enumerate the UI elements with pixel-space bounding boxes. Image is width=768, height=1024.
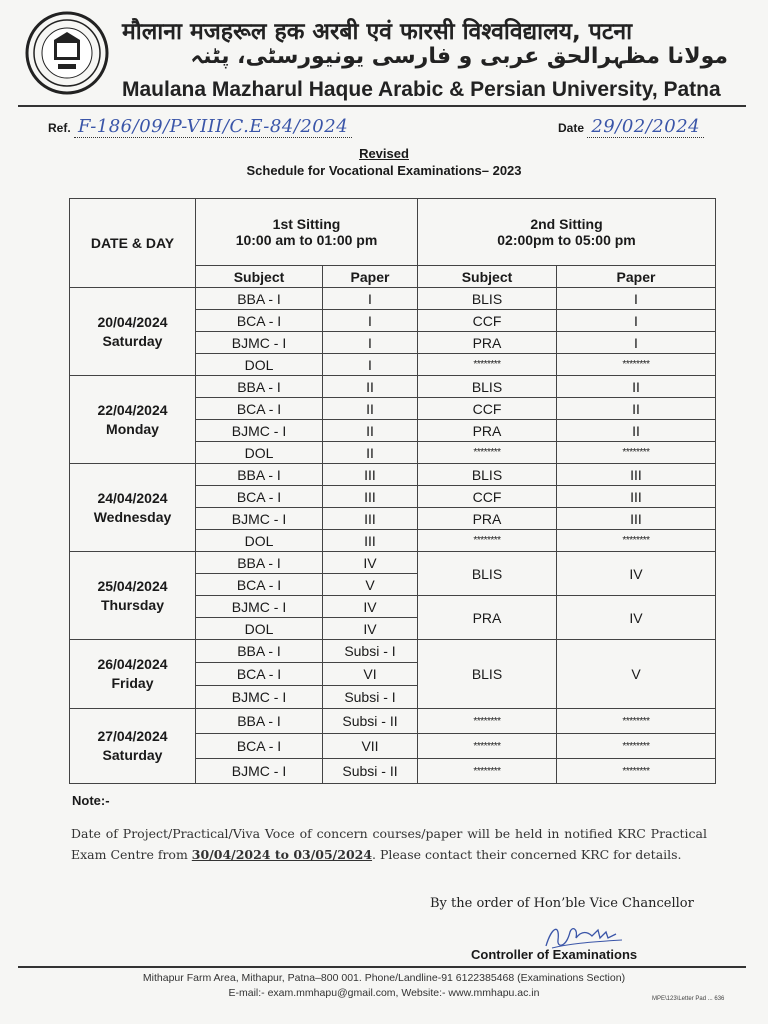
subject-cell: BBA - I <box>196 464 323 486</box>
note-dates: 30/04/2024 to 03/05/2024 <box>191 847 373 862</box>
subject-cell: CCF <box>418 310 557 332</box>
second-sitting-title: 2nd Sitting <box>530 216 603 232</box>
subject-cell: PRA <box>418 596 557 640</box>
schedule-title: Schedule for Vocational Examinations– 2023 <box>246 163 522 178</box>
subject-cell: PRA <box>418 508 557 530</box>
subject-cell: BJMC - I <box>196 596 323 618</box>
university-name-hindi: मौलाना मजहरूल हक अरबी एवं फारसी विश्वविद्यालय, पटना <box>122 19 633 45</box>
paper-cell: VII <box>323 734 418 759</box>
subject-cell: BJMC - I <box>196 686 323 709</box>
schedule-row <box>70 288 716 310</box>
footer-rule <box>18 966 746 968</box>
subject-cell: DOL <box>196 354 323 376</box>
university-name-english: Maulana Mazharul Haque Arabic & Persian University, Patna <box>122 78 721 101</box>
sitting-header-row <box>70 199 716 266</box>
paper-cell: ******** <box>557 530 716 552</box>
subject-cell: CCF <box>418 486 557 508</box>
subject-cell: ******** <box>418 709 557 734</box>
second-sitting-time: 02:00pm to 05:00 pm <box>497 232 636 248</box>
date-day-cell <box>70 709 196 784</box>
subject-cell: ******** <box>418 530 557 552</box>
subject-cell: PRA <box>418 332 557 354</box>
subject-cell: BBA - I <box>196 376 323 398</box>
exam-date: 25/04/2024 <box>97 577 168 594</box>
subject-cell: BLIS <box>418 464 557 486</box>
subject-header: Subject <box>418 266 557 288</box>
exam-date: 20/04/2024 <box>97 313 168 330</box>
subject-cell: BBA - I <box>196 288 323 310</box>
exam-date: 27/04/2024 <box>97 728 168 744</box>
subject-cell: BBA - I <box>196 640 323 663</box>
order-line: By the order of Hon’ble Vice Chancellor <box>430 896 694 911</box>
paper-cell: III <box>557 486 716 508</box>
paper-cell: ******** <box>557 354 716 376</box>
date-value: 29/02/2024 <box>587 116 704 138</box>
first-sitting-title: 1st Sitting <box>272 216 341 232</box>
subject-cell: CCF <box>418 398 557 420</box>
subject-cell: BBA - I <box>196 709 323 734</box>
subject-cell: BCA - I <box>196 486 323 508</box>
date-line <box>558 116 704 137</box>
subject-cell: BCA - I <box>196 663 323 686</box>
exam-day: Monday <box>106 420 159 437</box>
date-day-cell <box>70 464 196 552</box>
exam-day: Wednesday <box>93 508 172 525</box>
paper-cell: II <box>323 398 418 420</box>
paper-cell: I <box>323 354 418 376</box>
header-rule <box>18 105 746 107</box>
paper-header: Paper <box>323 266 418 288</box>
subject-cell: BLIS <box>418 640 557 709</box>
first-sitting-header <box>196 199 418 266</box>
paper-cell: II <box>323 420 418 442</box>
paper-cell: I <box>323 288 418 310</box>
paper-cell: Subsi - I <box>323 640 418 663</box>
subject-cell: BLIS <box>418 288 557 310</box>
subject-cell: BJMC - I <box>196 508 323 530</box>
paper-cell: Subsi - II <box>323 709 418 734</box>
subject-cell: DOL <box>196 530 323 552</box>
paper-cell: Subsi - II <box>323 759 418 784</box>
paper-cell: ******** <box>557 734 716 759</box>
note-text-before: Date of Project/Practical/Viva Voce of concern courses/paper will be held in notified KRC Practical Exam Centre from <box>71 826 707 862</box>
footer-contact: E-mail:- exam.mmhapu@gmail.com, Website:- www.mmhapu.ac.in <box>228 987 540 999</box>
reference-line <box>48 116 352 137</box>
first-sitting-time: 10:00 am to 01:00 pm <box>235 232 378 248</box>
subject-cell: PRA <box>418 420 557 442</box>
subject-cell: BCA - I <box>196 398 323 420</box>
paper-cell: V <box>323 574 418 596</box>
exam-day: Saturday <box>102 332 163 349</box>
university-seal-icon <box>24 10 110 96</box>
subject-cell: ******** <box>418 734 557 759</box>
date-day-cell <box>70 376 196 464</box>
revised-label: Revised <box>359 146 409 161</box>
schedule-row <box>70 709 716 734</box>
paper-cell: III <box>323 530 418 552</box>
paper-cell: IV <box>557 596 716 640</box>
subject-cell: ******** <box>418 354 557 376</box>
subject-cell: DOL <box>196 618 323 640</box>
subject-cell: BJMC - I <box>196 420 323 442</box>
paper-cell: VI <box>323 663 418 686</box>
paper-cell: II <box>557 420 716 442</box>
subject-cell: ******** <box>418 759 557 784</box>
exam-date: 22/04/2024 <box>97 401 168 418</box>
subject-cell: BCA - I <box>196 574 323 596</box>
paper-cell: V <box>557 640 716 709</box>
paper-cell: IV <box>557 552 716 596</box>
note-label: Note:- <box>72 793 110 808</box>
paper-cell: ******** <box>557 442 716 464</box>
paper-cell: I <box>323 310 418 332</box>
paper-cell: ******** <box>557 759 716 784</box>
paper-cell: III <box>323 486 418 508</box>
paper-cell: ******** <box>557 709 716 734</box>
subject-cell: BCA - I <box>196 310 323 332</box>
schedule-table <box>69 198 716 784</box>
exam-day: Thursday <box>100 596 164 613</box>
letter-pad-code: MPE\123\Letter Pad ... 636 <box>652 996 725 1002</box>
paper-cell: IV <box>323 596 418 618</box>
ref-label: Ref. <box>48 121 71 135</box>
paper-cell: II <box>557 376 716 398</box>
subject-cell: DOL <box>196 442 323 464</box>
footer-address: Mithapur Farm Area, Mithapur, Patna–800 001. Phone/Landline-91 6122385468 (Examinations Section) <box>142 972 626 984</box>
paper-header: Paper <box>557 266 716 288</box>
schedule-row <box>70 376 716 398</box>
date-day-cell <box>70 552 196 640</box>
subject-cell: BLIS <box>418 552 557 596</box>
subject-header: Subject <box>196 266 323 288</box>
exam-date: 24/04/2024 <box>97 489 168 506</box>
subject-cell: BJMC - I <box>196 332 323 354</box>
exam-date: 26/04/2024 <box>97 656 168 672</box>
schedule-row <box>70 464 716 486</box>
paper-cell: Subsi - I <box>323 686 418 709</box>
date-day-cell <box>70 640 196 709</box>
paper-cell: I <box>557 332 716 354</box>
paper-cell: II <box>323 376 418 398</box>
schedule-row <box>70 640 716 663</box>
controller-designation: Controller of Examinations <box>471 947 638 962</box>
subject-cell: BBA - I <box>196 552 323 574</box>
paper-cell: I <box>557 288 716 310</box>
subject-cell: BLIS <box>418 376 557 398</box>
date-label: Date <box>558 121 585 135</box>
paper-cell: I <box>557 310 716 332</box>
paper-cell: III <box>557 464 716 486</box>
paper-cell: IV <box>323 552 418 574</box>
subject-cell: BCA - I <box>196 734 323 759</box>
paper-cell: II <box>557 398 716 420</box>
paper-cell: III <box>323 508 418 530</box>
date-day-cell <box>70 288 196 376</box>
note-text-after: . Please contact their concerned KRC for details. <box>372 847 682 862</box>
paper-cell: III <box>557 508 716 530</box>
paper-cell: I <box>323 332 418 354</box>
paper-cell: III <box>323 464 418 486</box>
subject-cell: ******** <box>418 442 557 464</box>
note-text <box>71 823 707 865</box>
schedule-row <box>70 552 716 574</box>
date-day-header: DATE & DAY <box>70 199 196 288</box>
ref-number: F-186/09/P-VIII/C.E-84/2024 <box>74 116 352 138</box>
university-name-urdu: مولانا مظہرالحق عربی و فارسی یونیورسٹی، پٹنہ <box>190 44 728 69</box>
paper-cell: IV <box>323 618 418 640</box>
second-sitting-header <box>418 199 716 266</box>
paper-cell: II <box>323 442 418 464</box>
exam-day: Saturday <box>102 747 163 763</box>
exam-day: Friday <box>111 675 154 691</box>
subject-cell: BJMC - I <box>196 759 323 784</box>
